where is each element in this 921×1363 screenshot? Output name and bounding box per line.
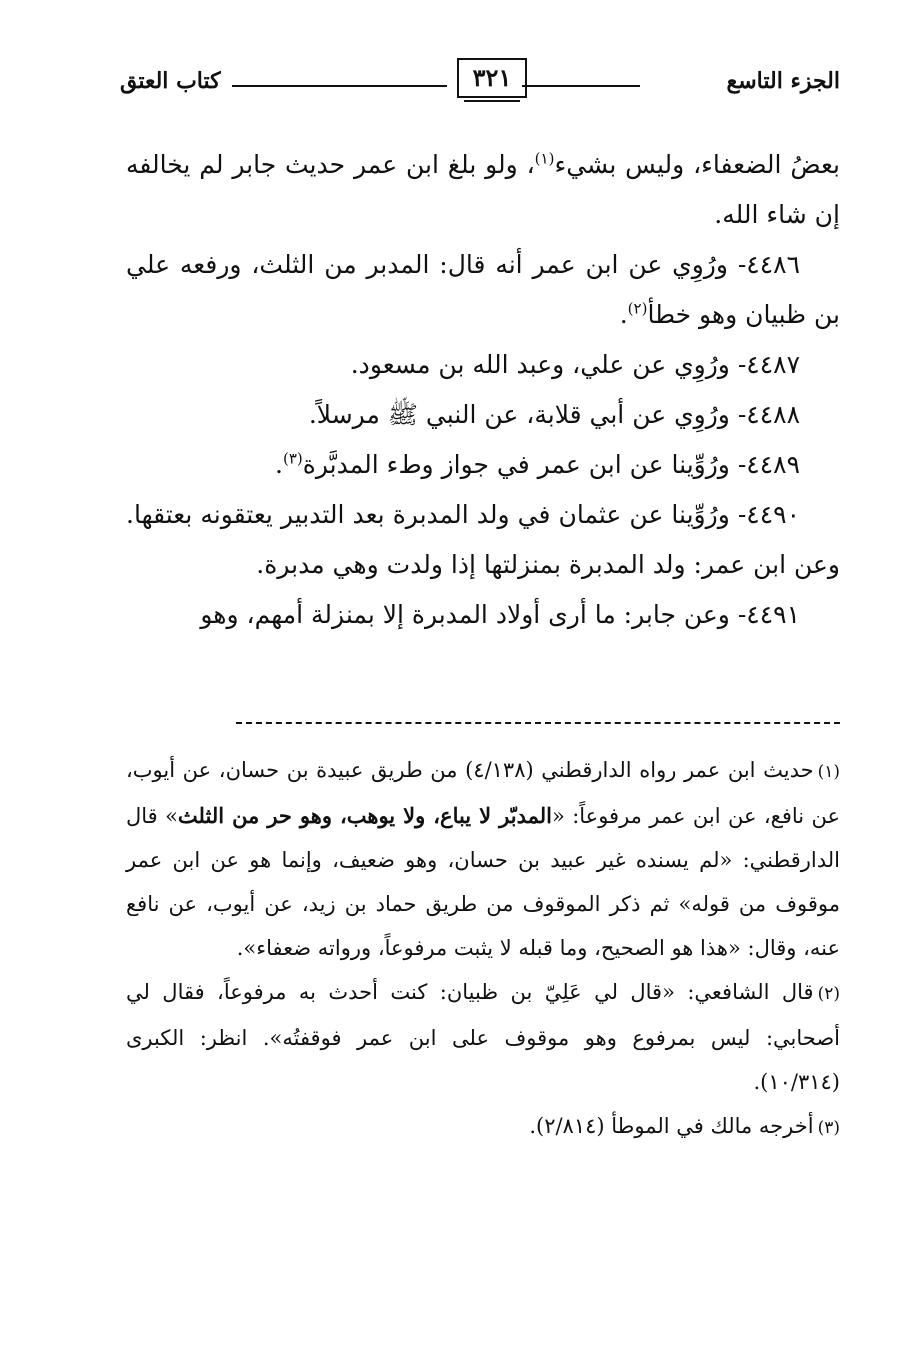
main-text [126, 140, 840, 640]
hadith-4491 [126, 590, 840, 640]
hadith-number: ٤٤٨٧ [746, 350, 800, 379]
footnote-text: » قال الدارقطني: «لم يسنده غير عبيد بن حسان، وهو ضعيف، وإنما هو عن ابن عمر موقوف من قوله» ثم ذكر الموقوف من طريق حماد بن زيد، عن أيوب، عن نافع عنه، وقال: «هذا هو الصحيح، وما قبله لا يثبت مرفوعاً، ورواته ضعفاء». [126, 804, 840, 960]
page-header [120, 58, 840, 110]
footnote-marker: (٢) [817, 984, 840, 1004]
hadith-text: - ورُوِي عن ابن عمر أنه قال: المدبر من الثلث، ورفعه علي بن ظبيان وهو خطأ [126, 250, 840, 329]
footnote-3 [126, 1104, 840, 1150]
hadith-text: - ورُوِّينا عن ابن عمر في جواز وطء المدبَّرة [302, 450, 747, 479]
footnote-text: قال الشافعي: «قال لي عَلِيّ بن ظبيان: كنت أحدث به مرفوعاً، فقال لي أصحابي: ليس بمرفوع وهو موقوف على ابن عمر فوقفتُه». انظر: الكبرى (١٠/٣١٤). [126, 980, 840, 1094]
footnote-text: حديث ابن عمر رواه الدارقطني (٤/١٣٨) من طريق عبيدة بن حسان، عن أيوب، عن نافع، عن ابن عمر مرفوعاً: « [126, 758, 840, 828]
footnote-quote-bold: المدبّر لا يباع، ولا يوهب، وهو حر من الثلث [177, 803, 552, 828]
hadith-number: ٤٤٩٠ [746, 500, 800, 529]
footnote-marker: (٣) [817, 1118, 840, 1138]
footnote-ref: (٢) [627, 299, 648, 318]
hadith-text: - ورُوِي عن علي، وعبد الله بن مسعود. [350, 350, 747, 379]
footnote-separator [236, 722, 840, 724]
footnotes [126, 748, 840, 1150]
footnote-text: أخرجه مالك في الموطأ (٢/٨١٤). [529, 1114, 814, 1138]
hadith-text: - ورُوِّينا عن عثمان في ولد المدبرة بعد التدبير يعتقونه بعتقها. وعن ابن عمر: ولد المدبرة بمنزلتها إذا ولدت وهي مدبرة. [126, 500, 840, 579]
hadith-number: ٤٤٨٦ [746, 250, 800, 279]
footnote-2 [126, 970, 840, 1104]
header-rule-right [522, 85, 640, 87]
footnote-ref: (١) [534, 149, 555, 168]
footnote-1 [126, 748, 840, 970]
hadith-4488 [126, 390, 840, 440]
hadith-number: ٤٤٩١ [746, 600, 800, 629]
running-head-book: كتاب العتق [120, 68, 221, 94]
page-number: ٣٢١ [457, 58, 527, 98]
hadith-text: - ورُوِي عن أبي قلابة، عن النبي ﷺ مرسلاً. [308, 400, 747, 429]
hadith-4490 [126, 490, 840, 590]
footnote-marker: (١) [817, 762, 840, 782]
hadith-number: ٤٤٨٨ [746, 400, 800, 429]
hadith-text: - وعن جابر: ما أرى أولاد المدبرة إلا بمنزلة أمهم، وهو [200, 600, 747, 629]
header-rule-left [232, 85, 447, 87]
footnote-ref: (٣) [282, 449, 303, 468]
paragraph-continuation [126, 140, 840, 240]
hadith-number: ٤٤٨٩ [746, 450, 800, 479]
hadith-4487 [126, 340, 840, 390]
paragraph-text: ، ولو بلغ ابن عمر حديث جابر لم يخالفه إن شاء الله. [126, 150, 840, 229]
running-head-part: الجزء التاسع [726, 68, 840, 94]
hadith-4486: ٤٤٨٦- ورُوِي عن ابن عمر أنه قال: المدبر من الثلث، ورفعه علي بن ظبيان وهو خطأ$^{(٢)}$. [126, 250, 840, 329]
hadith-4489: ٤٤٨٩- ورُوِّينا عن ابن عمر في جواز وطء المدبَّرة$^{(٣)}$. [275, 449, 800, 479]
paragraph-text: بعضُ الضعفاء، وليس بشيء [554, 150, 840, 179]
